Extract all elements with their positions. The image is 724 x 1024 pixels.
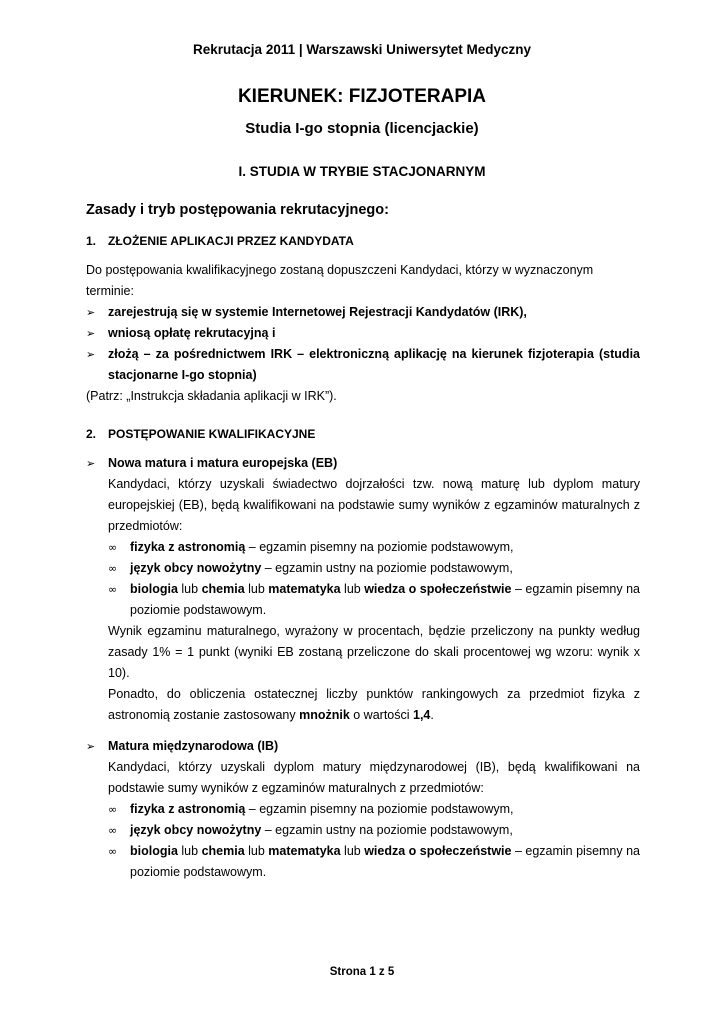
section-2-number: 2.: [86, 427, 97, 441]
ib-heading: ➢ Matura międzynarodowa (IB): [86, 736, 640, 757]
list-item: ➢ zarejestrują się w systemie Internetowej Rejestracji Kandydatów (IRK),: [86, 302, 640, 323]
page-header: Rekrutacja 2011 | Warszawski Uniwersytet Medyczny: [193, 42, 531, 57]
eb-details: [86, 474, 640, 726]
section-1-number: 1.: [86, 234, 97, 248]
eb-subject-list: [108, 537, 640, 621]
infinity-bullet-icon: ∞: [108, 803, 118, 816]
section-heading: I. STUDIA W TRYBIE STACJONARNYM: [238, 164, 486, 179]
page-footer: Strona 1 z 5: [329, 966, 395, 978]
page-subtitle: Studia I-go stopnia (licencjackie): [245, 120, 479, 137]
eb-heading: ➢ Nowa matura i matura europejska (EB): [86, 453, 640, 474]
arrowhead-bullet-icon: ➢: [86, 457, 96, 470]
list-item: ∞ język obcy nowożytny – egzamin ustny na poziomie podstawowym,: [108, 558, 640, 579]
ib-block: [86, 736, 640, 757]
eb-conversion: Wynik egzaminu maturalnego, wyrażony w procentach, będzie przeliczony na punkty według zasady 1% = 1 punkt (wyniki EB zostaną przeliczone do skali procentowej wg wzoru: wynik x 10).: [108, 624, 640, 680]
infinity-bullet-icon: ∞: [108, 562, 118, 575]
section-1-heading: [86, 232, 640, 250]
section-1-note: (Patrz: „Instrukcja składania aplikacji w IRK”).: [86, 389, 337, 403]
section-1-intro: Do postępowania kwalifikacyjnego zostaną dopuszczeni Kandydaci, którzy w wyznaczonym terminie:: [86, 263, 594, 298]
arrowhead-bullet-icon: ➢: [86, 306, 96, 319]
ib-details: [86, 757, 640, 883]
arrowhead-bullet-icon: ➢: [86, 348, 96, 361]
section-1-list: [86, 302, 640, 386]
list-item: ∞ biologia lub chemia lub matematyka lub wiedza o społeczeństwie – egzamin pisemny na poziomie podstawowym.: [108, 579, 640, 621]
eb-intro: Kandydaci, którzy uzyskali świadectwo dojrzałości tzw. nową maturę lub dyplom matury europejskiej (EB), będą kwalifikowani na podstawie sumy wyników z egzaminów maturalnych z przedmiotów:: [108, 477, 640, 533]
section-1-title: ZŁOŻENIE APLIKACJI PRZEZ KANDYDATA: [108, 234, 354, 248]
list-item: ∞ biologia lub chemia lub matematyka lub wiedza o społeczeństwie – egzamin pisemny na poziomie podstawowym.: [108, 841, 640, 883]
eb-block: [86, 453, 640, 474]
infinity-bullet-icon: ∞: [108, 541, 118, 554]
document-body: [86, 200, 640, 883]
list-item: ➢ złożą – za pośrednictwem IRK – elektroniczną aplikację na kierunek fizjoterapia (studia stacjonarne I-go stopnia): [86, 344, 640, 386]
page-title: KIERUNEK: FIZJOTERAPIA: [237, 86, 487, 107]
ib-subject-list: [108, 799, 640, 883]
list-item: ∞ fizyka z astronomią – egzamin pisemny na poziomie podstawowym,: [108, 537, 640, 558]
arrowhead-bullet-icon: ➢: [86, 740, 96, 753]
eb-multiplier: Ponadto, do obliczenia ostatecznej liczby punktów rankingowych za przedmiot fizyka z astronomią zostanie zastosowany mnożnik o wartości 1,4.: [108, 687, 640, 722]
infinity-bullet-icon: ∞: [108, 845, 118, 858]
infinity-bullet-icon: ∞: [108, 824, 118, 837]
section-2-title: POSTĘPOWANIE KWALIFIKACYJNE: [108, 427, 316, 441]
list-item: ∞ język obcy nowożytny – egzamin ustny na poziomie podstawowym,: [108, 820, 640, 841]
section-2-heading: [86, 425, 640, 443]
infinity-bullet-icon: ∞: [108, 583, 118, 596]
ib-intro: Kandydaci, którzy uzyskali dyplom matury międzynarodowej (IB), będą kwalifikowani na podstawie sumy wyników z egzaminów maturalnych z przedmiotów:: [108, 760, 640, 795]
arrowhead-bullet-icon: ➢: [86, 327, 96, 340]
rules-heading: Zasady i tryb postępowania rekrutacyjnego:: [86, 202, 389, 218]
list-item: ∞ fizyka z astronomią – egzamin pisemny na poziomie podstawowym,: [108, 799, 640, 820]
list-item: ➢ wniosą opłatę rekrutacyjną i: [86, 323, 640, 344]
